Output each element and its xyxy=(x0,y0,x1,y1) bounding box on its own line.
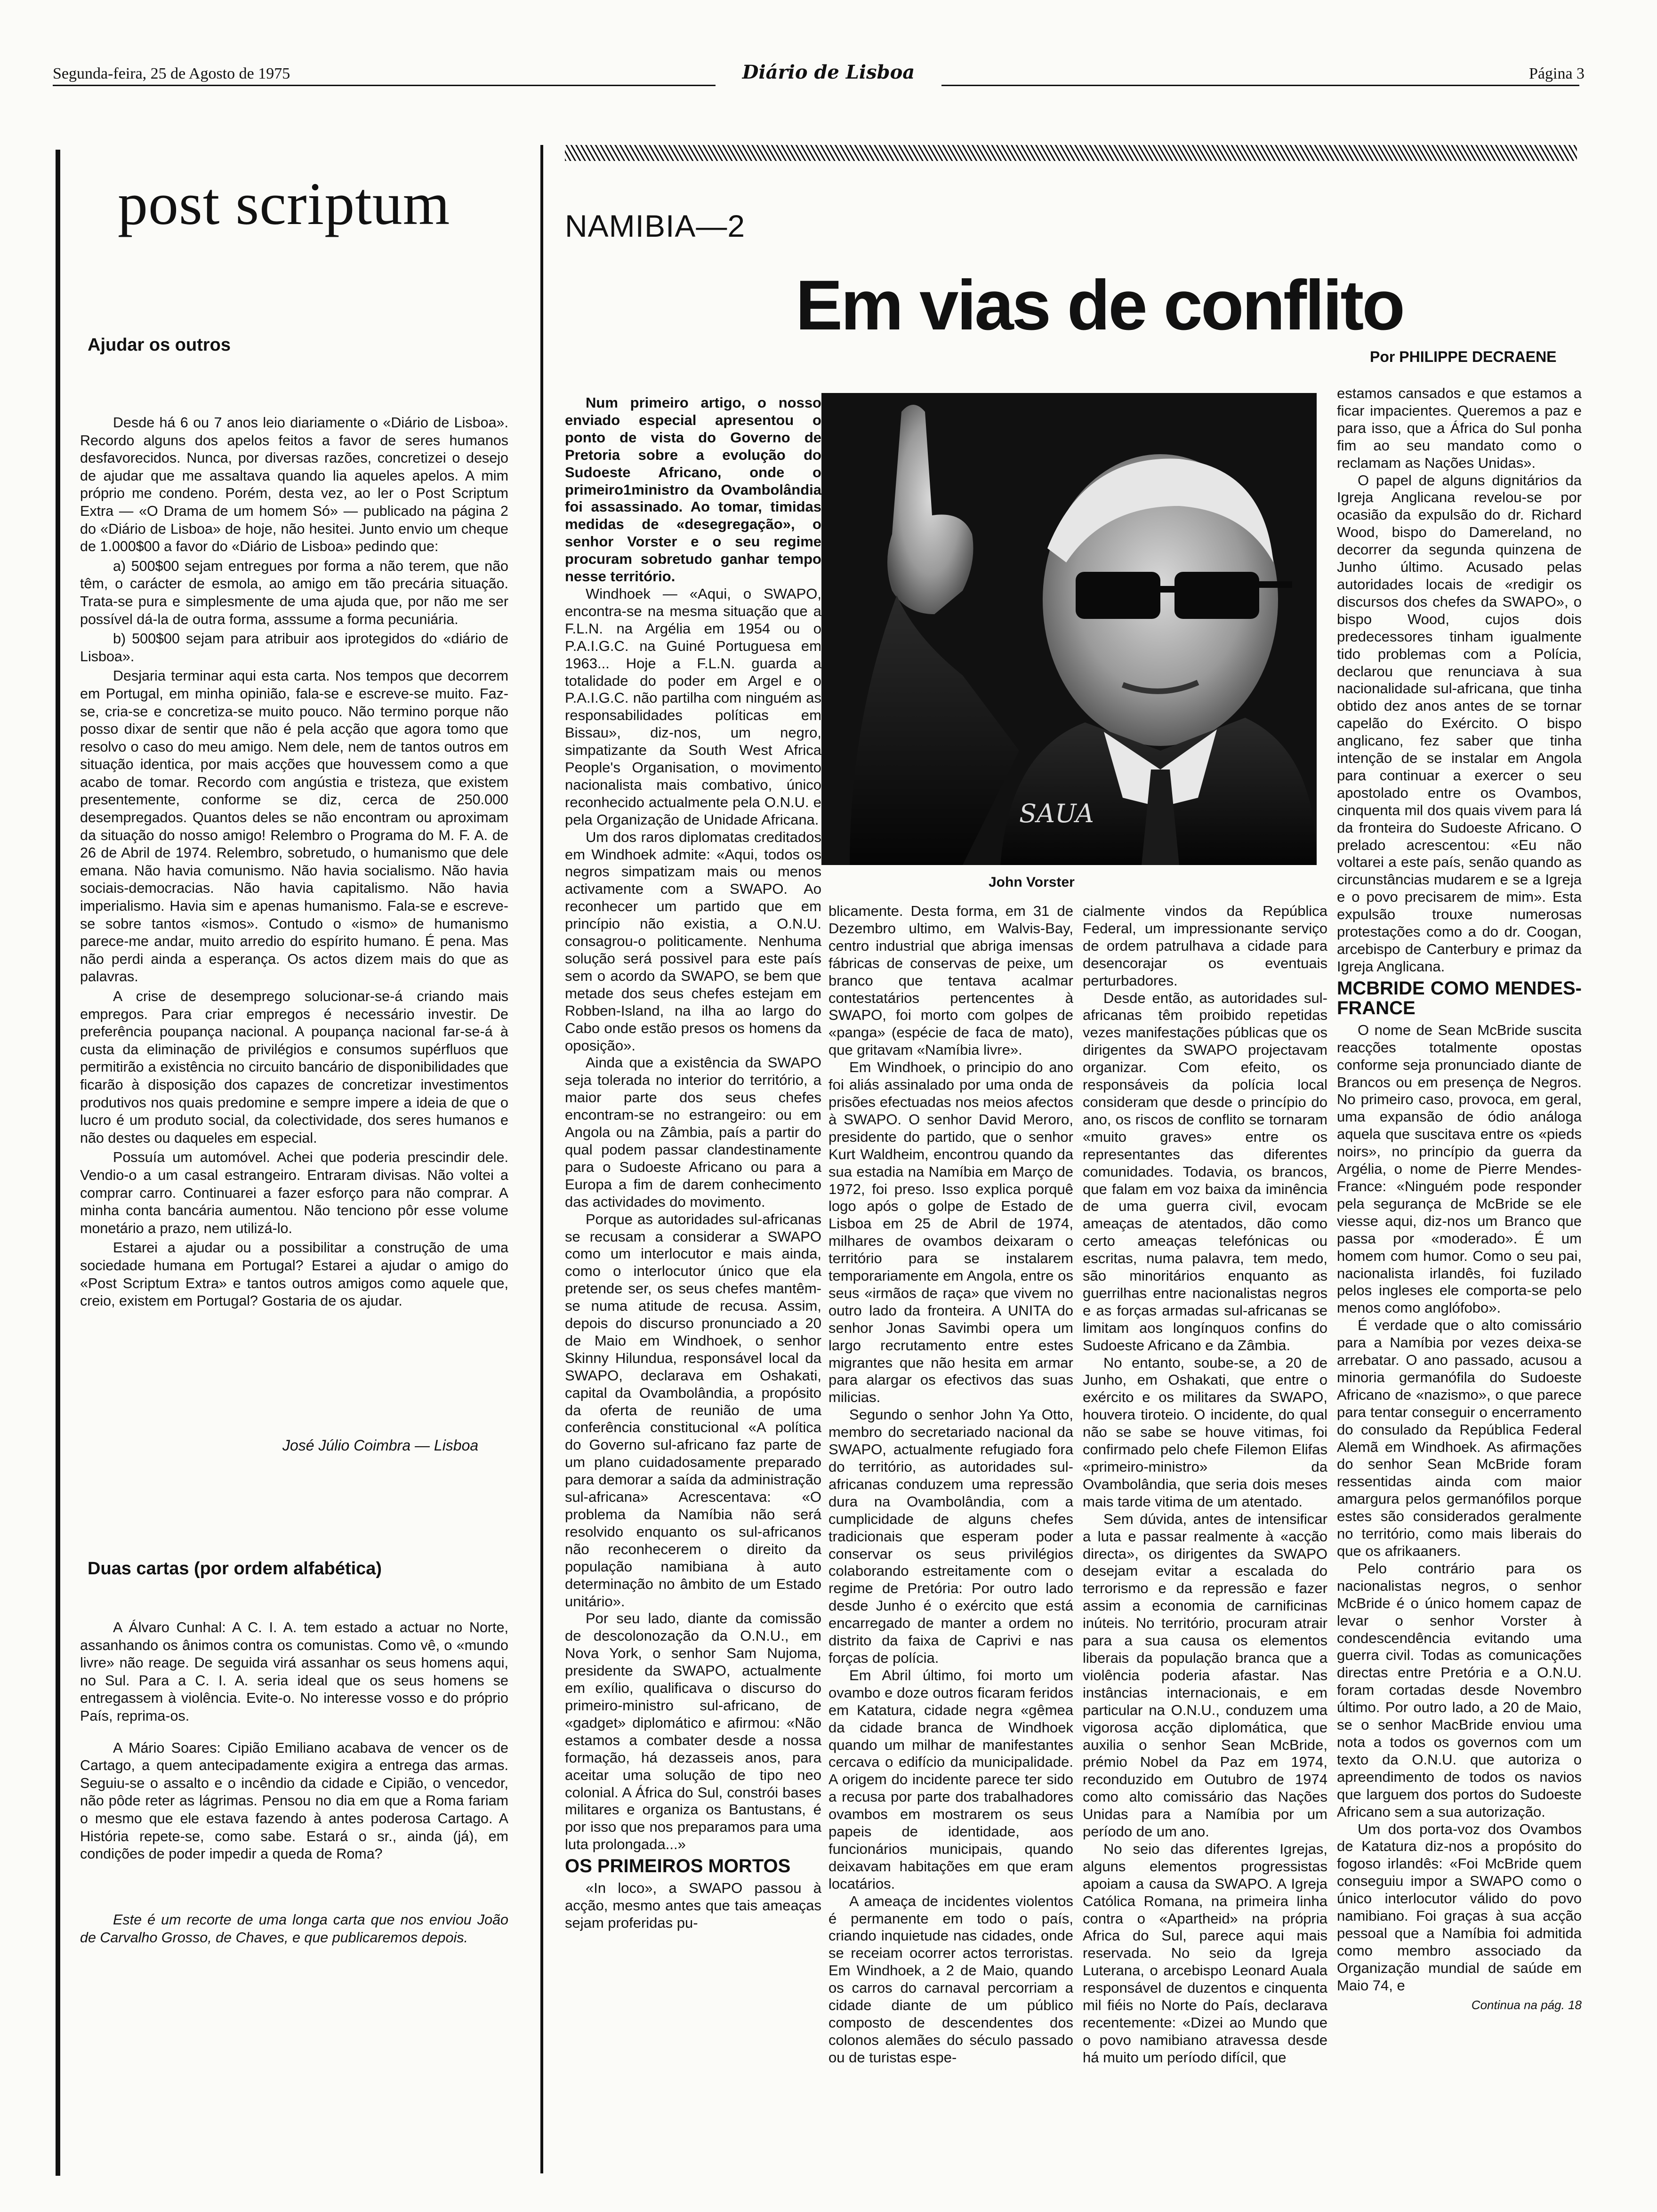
section-title: post scriptum xyxy=(118,170,450,237)
article-body xyxy=(80,1619,508,1865)
paragraph: No entanto, soube-se, a 20 de Junho, em Oshakati, que entre o exército e os militares da SWAPO, houvera tiroteio. O incidente, do qual não se sabe se houve vitimas, foi confirmado pelo chefe Filemon Elifas «primeiro-ministro» da Ovambolândia, que seria dois meses mais tarde vitima de um atentado. xyxy=(1083,1354,1327,1510)
paragraph: Porque as autoridades sul-africanas se recusam a considerar a SWAPO como um interlocutor e mais ainda, como o interlocutor único que ela pretende ser, os seus chefes mantêm-se numa atitude de recusa. Assim, depois do discurso pronunciado a 20 de Maio em Windhoek, o senhor Skinny Hilundua, responsável local da SWAPO, declarava em Oshakati, capital da Ovambolândia, a propósito da oferta de reunião de uma conferência constitucional «A política do Governo sul-africano faz parte de um plano cuidadosamente preparado para demorar a saída da administração sul-africana» Acrescentava: «O problema da Namíbia não será resolvido enquanto os sul-africanos não reconhecerem o direito da população namibiana à auto determinação no âmbito de um Estado unitário». xyxy=(565,1210,821,1610)
article-column-1 xyxy=(565,394,821,1932)
paragraph: cialmente vindos da República Federal, um impressionante serviço de ordem patrulhava a cidade para desencorajar os eventuais perturbadores. xyxy=(1083,903,1327,989)
paragraph: Windhoek — «Aqui, o SWAPO, encontra-se na mesma situação que a F.L.N. na Argélia em 1954 ou o P.A.I.G.C. na Guiné Portuguesa em 1963... Hoje a F.L.N. guarda a totalidade do poder em Argel e o P.A.I.G.C. não partilha com ninguém as responsabilidades políticas em Bissau», diz-nos, um negro, simpatizante da South West Africa People's Organisation, o movimento nacionalista mais combativo, único reconhecido actualmente pela O.N.U. e pela Organização de Unidade Africana. xyxy=(565,585,821,828)
paragraph: O papel de alguns dignitários da Igreja Anglicana revelou-se por ocasião da expulsão do dr. Richard Wood, bispo do Damereland, no decorrer da segunda quinzena de Junho último. Acusado pelas autoridades locais de «redigir os discursos dos chefes da SWAPO», o bispo Wood, cujos dois predecessores tinham igualmente tido problemas com a Polícia, declarou que renunciava à sua nacionalidade sul-africana, que tinha obtido dez anos antes de se tornar capelão do Exército. O bispo anglicano, fez saber que tinha intenção de se instalar em Angola para continuar a exercer o seu apostolado entre os Ovambos, cinquenta mil dos quais vivem para lá da fronteira do Sudoeste Africano. O prelado acrescentou: «Eu não voltarei a este país, senão quando as circunstâncias mudarem e se a Igreja e o povo precisarem de mim». Esta expulsão trouxe numerosas protestações como a do dr. Coogan, arcebispo de Canterbury e primaz da Igreja Anglicana. xyxy=(1337,472,1582,975)
paragraph: Desjaria terminar aqui esta carta. Nos tempos que decorrem em Portugal, em minha opinião, fala-se e escreve-se muito. Faz-se, cria-se e concretiza-se muito pouco. Não termino porque não posso dixar de sentir que não é pela acção que agora tomo que resolvo o caso do meu amigo. Nem dele, nem de tantos outros em situação identica, por mais acções que houvessem como a que acabo de tomar. Recordo com angústia e tristeza, que existem presentemente, conforme se diz, cerca de 250.000 desempregados. Quantos deles se não encontram ou aproximam da situação do nosso amigo! Relembro o Programa do M. F. A. de 26 de Abril de 1974. Relembro, sobretudo, o humanismo que dele emana. Não havia comunismo. Não havia socialismo. Não havia sociais-democracias. Não havia capitalismo. Não havia imperialismo. Havia sim e apenas humanismo. Fala-se e escreve-se sobre tantos «ismos». Contudo o «ismo» de humanismo parece-me andar, muito arredio do espírito humano. É pena. Mas não perdi ainda a esperança. Os actos dizem mais do que as palavras. xyxy=(80,668,508,985)
column-divider xyxy=(540,145,543,2173)
article-kicker: NAMIBIA—2 xyxy=(565,208,746,243)
paragraph: É verdade que o alto comissário para a Namíbia por vezes deixa-se arrebatar. O ano passado, acusou a minoria germanófila do Sudoeste Africano de «nazismo», o que parece para tentar conseguir o encerramento do consulado da República Federal Alemã em Windhoek. As afirmações do senhor Sean McBride foram ressentidas ainda com maior amargura pelos germanófilos porque estes são considerados geralmente no território, como mais liberais do que os afrikaaners. xyxy=(1337,1317,1582,1559)
paragraph: a) 500$00 sejam entregues por forma a não terem, que não têm, o carácter de esmola, ao amigo em tão precária situação. Trata-se pura e simplesmente de uma ajuda que, por não me ser possível dá-la de outra forma, asssume a forma pecuniária. xyxy=(80,558,508,627)
masthead-rule-right xyxy=(941,85,1579,86)
paragraph: Um dos raros diplomatas creditados em Windhoek admite: «Aqui, todos os negros simpatizam mais ou menos activamente com a SWAPO. Ao reconhecer um partido que em princípio não existia, a O.N.U. consagrou-o politicamente. Nenhuma solução será possivel para este país sem o acordo da SWAPO, se bem que metade dos seus chefes estejam em Robben-Island, na ilha ao largo do Cabo onde estão presos os homens da oposição». xyxy=(565,828,821,1054)
photo-john-vorster xyxy=(821,393,1317,865)
paragraph: A ameaça de incidentes violentos é permanente em todo o país, criando inquietude nas cidades, onde se receiam ocorrer actos terroristas. Em Windhoek, a 2 de Maio, quando os carros do carnaval percorriam a cidade diante de um público composto de descendentes dos colonos alemães do século passado ou de turistas espe- xyxy=(828,1892,1073,2066)
article-column-4 xyxy=(1337,385,1582,2013)
lead-paragraph: Num primeiro artigo, o nosso enviado especial apresentou o ponto de vista do Governo de Pretoria sobre a evolução do Sudoeste Africano, onde o primeiro1ministro da Ovambolândia foi assassinado. Ao tomar, timidas medidas de «desegregação», o senhor Vorster e o seu regime procuram sobretudo ganhar tempo nesse território. xyxy=(565,394,821,585)
paragraph: blicamente. Desta forma, em 31 de Dezembro ultimo, em Walvis-Bay, centro industrial que abriga imensas fábricas de conservas de peixe, um branco que tentava acalmar contestatários pertencentes à SWAPO, foi morto com golpes de «panga» (espécie de faca de mato), que gritavam «Namíbia livre». xyxy=(828,903,1073,1058)
paragraph: Possuía um automóvel. Achei que poderia prescindir dele. Vendio-o a um casal estrangeiro. Entraram divisas. Não voltei a comprar carro. Continuarei a fazer esforço para não comprar. A minha conta bancária aumentou. Não tenciono pôr esse volume monetário a prazo, nem utilizá-lo. xyxy=(80,1149,508,1236)
paragraph: Estarei a ajudar ou a possibilitar a construção de uma sociedade humana em Portugal? Estarei a ajudar o amigo do «Post Scriptum Extra» e tantos outros amigos como aquele que, creio, existem em Portugal? Gostaria de os ajudar. xyxy=(80,1240,508,1309)
paragraph: A crise de desemprego solucionar-se-á criando mais empregos. Para criar empregos é necessário investir. De preferência poupança nacional. A poupança nacional far-se-á à custa da eliminação de privilégios e consumos supérfluos que permitirão a existência no circuito bancário de disponibilidades que ficarão à disposição dos capazes de concretizar investimentos produtivos nos quais predomine e sempre impere a ideia de que o lucro é um produto social, da colectividade, dos seres humanos e não destes ou daqueles em especial. xyxy=(80,988,508,1146)
masthead-date: Segunda-feira, 25 de Agosto de 1975 xyxy=(53,65,290,82)
subheading: OS PRIMEIROS MORTOS xyxy=(565,1856,791,1877)
left-vertical-rule xyxy=(56,150,60,2176)
paragraph: Em Windhoek, o principio do ano foi aliás assinalado por uma onda de prisões efectuadas nos meios afectos à SWAPO. O senhor David Meroro, presidente do partido, que o senhor Kurt Waldheim, encontrou quando da sua estadia na Namíbia em Março de 1972, foi preso. Isso explica porquê logo após o golpe de Estado de Lisboa em 25 de Abril de 1974, milhares de ovambos deixaram o território para se instalarem temporariamente em Angola, entre os seus «irmãos de raça» que vivem no outro lado da fronteira. A UNITA do senhor Jonas Savimbi opera um largo recrutamento entre estes migrantes que não hesita em armar para alargar os efectivos das suas milicias. xyxy=(828,1059,1073,1406)
paragraph: estamos cansados e que estamos a ficar impacientes. Queremos a paz e para isso, que a África do Sul ponha fim ao seu mandato como o reclamam as Nações Unidas». xyxy=(1337,385,1582,471)
paragraph: Segundo o senhor John Ya Otto, membro do secretariado nacional da SWAPO, actualmente refugiado fora do território, as autoridades sul-africanas conduzem uma repressão dura na Ovambolândia, com a cumplicidade de alguns chefes tradicionais que esperam poder conservar os seus privilégios colaborando estreitamente com o regime de Pretória: Por outro lado desde Junho é o exército que está encarregado de manter a ordem no distrito da faixa de Caprivi e nas forças de polícia. xyxy=(828,1406,1073,1666)
paragraph: Um dos porta-voz dos Ovambos de Katatura diz-nos a propósito do fogoso irlandês: «Foi McBride quem conseguiu impor a SWAPO como o único interlocutor válido do povo namibiano. Foi graças à sua acção pessoal que a Namíbia foi admitida como membro associado da Organização mundial de saúde em Maio 74, e xyxy=(1337,1820,1582,1994)
paragraph: A Mário Soares: Cipião Emiliano acabava de vencer os de Cartago, a quem antecipadamente exigira a entrega das armas. Seguiu-se o assalto e o incêndio da cidade e Cipião, o vencedor, não pôde reter as lágrimas. Pensou no dia em que a Roma fariam o mesmo que ele estava fazendo à antes poderosa Cartago. A História repete-se, como sabe. Estará o sr., ainda (já), em condições de poder impedir a queda de Roma? xyxy=(80,1739,508,1862)
paragraph: Ainda que a existência da SWAPO seja tolerada no interior do território, a maior parte dos seus chefes encontram-se no estrangeiro: ou em Angola ou na Zâmbia, país a partir do qual podem passar clandestinamente para o Sudoeste Africano ou para a Europa a fim de darem conhecimento das actividades do movimento. xyxy=(565,1054,821,1210)
headline: Em vias de conflito xyxy=(796,265,1403,345)
photo-caption: John Vorster xyxy=(989,874,1075,890)
editor-note: Este é um recorte de uma longa carta que nos enviou João de Carvalho Grosso, de Chaves, e que publicaremos depois. xyxy=(80,1912,508,1946)
paragraph: Pelo contrário para os nacionalistas negros, o senhor McBride é o único homem capaz de levar o senhor Vorster à condescendência evitando uma guerra civil. Todas as comunicações directas entre Pretória e a O.N.U. foram cortadas desde Novembro último. Por outro lado, a 20 de Maio, se o senhor MacBride enviou uma nota a todos os governos com um texto da O.N.U. que autoriza o apreendimento de todos os navios que larguem dos portos do Sudoeste Africano sem a sua autorização. xyxy=(1337,1560,1582,1820)
portrait-illustration xyxy=(821,393,1317,865)
paragraph: Desde então, as autoridades sul-africanas têm proibido repetidas vezes manifestações públicas que os dirigentes da SWAPO projectavam organizar. Com efeito, os responsáveis da polícia local consideram que desde o princípio do ano, os riscos de conflito se tornaram «muito graves» entre os representantes das diferentes comunidades. Todavia, os brancos, que falam em voz baixa da iminência de uma guerra civil, evocam ameaças de atentados, dão como certo ameaças telefónicas ou escritas, numa palavra, tem medo, são minoritários enquanto as guerrilhas entre nacionalistas negros e as forças armadas sul-africanas se limitam aos longínquos confins do Sudoeste Africano e da Zâmbia. xyxy=(1083,989,1327,1354)
article-column-2 xyxy=(828,903,1073,2067)
paragraph: Por seu lado, diante da comissão de descolonozação da O.N.U., em Nova York, o senhor Sam Nujoma, presidente da SWAPO, actualmente em exílio, qualificava o discurso do primeiro-ministro sul-africano, de «gadget» diplomático e afirmou: «Não estamos a combater desde a nossa formação, há dezasseis anos, para aceitar uma solução de tipo neo colonial. A África do Sul, constrói bases militares e organiza os Bantustans, é por isso que nos preparamos para uma luta prolongada...» xyxy=(565,1610,821,1853)
paragraph: O nome de Sean McBride suscita reacções totalmente opostas conforme seja pronunciado diante de Brancos ou em presença de Negros. No primeiro caso, provoca, em geral, uma expansão de ódio análoga aquela que suscitava entre os «pieds noirs», no princípio da guerra da Argélia, o nome de Pierre Mendes-France: «Ninguém pode responder pela segurança de McBride se ele viesse aqui, diz-nos um Branco que passa por «moderado». É um homem com humor. Como o seu pai, nacionalista irlandês, foi fuzilado pelos ingleses ele comporta-se pelo menos como anglófobo». xyxy=(1337,1021,1582,1316)
article-heading: Duas cartas (por ordem alfabética) xyxy=(88,1559,382,1579)
byline: Por PHILIPPE DECRAENE xyxy=(1370,348,1557,365)
article-heading: Ajudar os outros xyxy=(88,335,231,355)
paragraph: No seio das diferentes Igrejas, alguns elementos progressistas apoiam a causa da SWAPO. A Igreja Católica Romana, na primeira linha contra o «Apartheid» na própria Africa do Sul, parece aqui mais reservada. No seio da Igreja Luterana, o arcebispo Leonard Auala responsável de duzentos e cinquenta mil fiéis no Norte do País, declarava recentemente: «Dizei ao Mundo que o povo namibiano atravessa desde há muito um período difícil, que xyxy=(1083,1840,1327,2066)
masthead-title: Diário de Lisboa xyxy=(742,61,915,83)
paragraph: Em Abril último, foi morto um ovambo e doze outros ficaram feridos em Katatura, cidade negra «gêmea da cidade branca de Windhoek quando um milhar de manifestantes cercava o edifício da municipalidade. A origem do incidente parece ter sido a recusa por parte dos trabalhadores ovambos em mostrarem os seus papeis de identidade, aos funcionários municipais, quando deixavam habitações em que eram locatários. xyxy=(828,1667,1073,1892)
paragraph: Desde há 6 ou 7 anos leio diariamente o «Diário de Lisboa». Recordo alguns dos apelos feitos a favor de seres humanos desfavorecidos. Nunca, por diversas razões, concretizei o desejo de ajudar que me assaltava quando lia aqueles apelos. A mim próprio me condeno. Porém, desta vez, ao ler o Post Scriptum Extra — «O Drama de um homem Só» — publicado na página 2 do «Diário de Lisboa» de hoje, não hesitei. Junto envio um cheque de 1.000$00 a favor do «Diário de Lisboa» pedindo que: xyxy=(80,415,508,555)
continued-note: Continua na pág. 18 xyxy=(1471,1997,1582,2012)
masthead-rule-left xyxy=(53,85,716,86)
paragraph: Sem dúvida, antes de intensificar a luta e passar realmente à «acção directa», os dirigentes da SWAPO desejam evitar a escalada do terrorismo e da repressão e fazer assim a economia de carnificinas inúteis. No território, procuram atrair para a sua causa os elementos liberais da população branca que a violência poderia afastar. Nas instâncias internacionais, e em particular na O.N.U., conduzem uma vigorosa acção diplomática, que auxilia o senhor Sean McBride, prémio Nobel da Paz em 1974, reconduzido em Outubro de 1974 como alto comissário das Nações Unidas para a Namíbia por um período de um ano. xyxy=(1083,1510,1327,1840)
article-body xyxy=(80,414,508,1312)
subheading: MCBRIDE COMO MENDES-FRANCE xyxy=(1337,978,1582,1018)
paragraph: «In loco», a SWAPO passou à acção, mesmo antes que tais ameaças sejam proferidas pu- xyxy=(565,1880,821,1931)
paragraph: A Álvaro Cunhal: A C. I. A. tem estado a actuar no Norte, assanhando os ânimos contra os comunistas. Como vê, o «mundo livre» não reage. De seguida virá assanhar os seus homens aqui, no Sul. Para a C. I. A. seria ideal que os seus homens se entregassem à violência. Evite-o. No interesse vosso e do próprio País, reprima-os. xyxy=(80,1619,508,1724)
article-column-3 xyxy=(1083,903,1327,2067)
photo-signature: SAUA xyxy=(1019,799,1094,828)
paragraph: b) 500$00 sejam para atribuir aos iprotegidos do «diário de Lisboa». xyxy=(80,631,508,665)
signature: José Júlio Coimbra — Lisboa xyxy=(282,1437,479,1454)
hatched-rule xyxy=(565,145,1577,161)
masthead-page: Página 3 xyxy=(1529,65,1585,82)
